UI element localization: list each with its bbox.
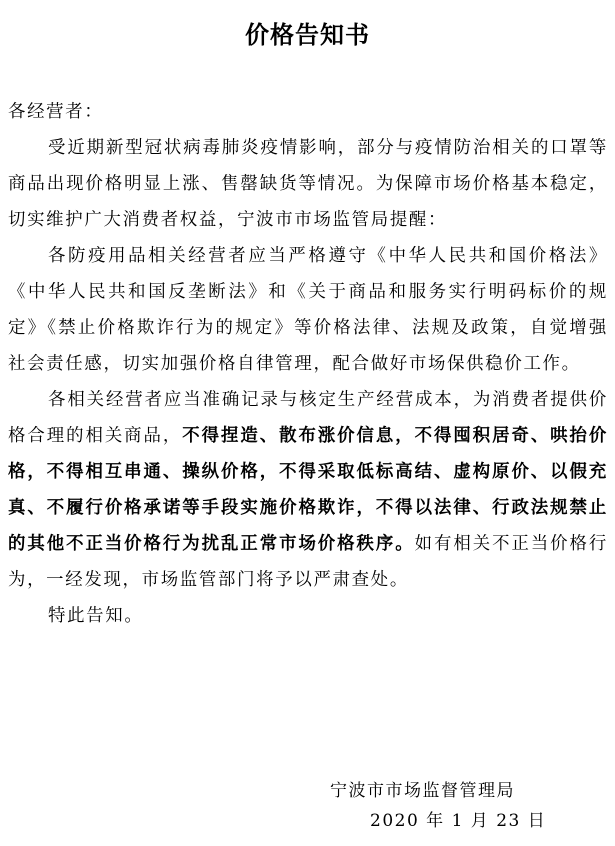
paragraph-3	[8, 382, 608, 598]
paragraph-3-prohibitions: 不得捏造、散布涨价信息，不得囤积居奇、哄抬价格，不得相互串通、操纵价格，不得采取低标高结、虚构原价、以假充真、不履行价格承诺等手段实施价格欺诈，不得以法律、行政法规禁止的其他不正当价格行为扰乱正常市场价格秩序。	[8, 426, 608, 554]
signature-date: 2020 年 1 月 23 日	[370, 811, 547, 831]
signature-authority: 宁波市市场监督管理局	[330, 781, 515, 801]
paragraph-1: 受近期新型冠状病毒肺炎疫情影响，部分与疫情防治相关的口罩等商品出现价格明显上涨、售罄缺货等情况。为保障市场价格基本稳定，切实维护广大消费者权益，宁波市市场监管局提醒：	[8, 138, 608, 230]
document-body	[8, 94, 608, 634]
document-title: 价格告知书	[245, 20, 370, 49]
closing-line: 特此告知。	[48, 606, 144, 626]
salutation: 各经营者：	[8, 102, 104, 122]
paragraph-3-start: 各相关经营者应当准确记录与核定生产经营成本，为消费者提供价格合理的相关商品，	[8, 390, 608, 446]
paragraph-3-end: 如有相关不正当价格行为，一经发现，市场监管部门将予以严肃查处。	[8, 534, 608, 590]
paragraph-2: 各防疫用品相关经营者应当严格遵守《中华人民共和国价格法》《中华人民共和国反垄断法》和《关于商品和服务实行明码标价的规定》《禁止价格欺诈行为的规定》等价格法律、法规及政策，自觉增强社会责任感，切实加强价格自律管理，配合做好市场保供稳价工作。	[8, 246, 608, 374]
